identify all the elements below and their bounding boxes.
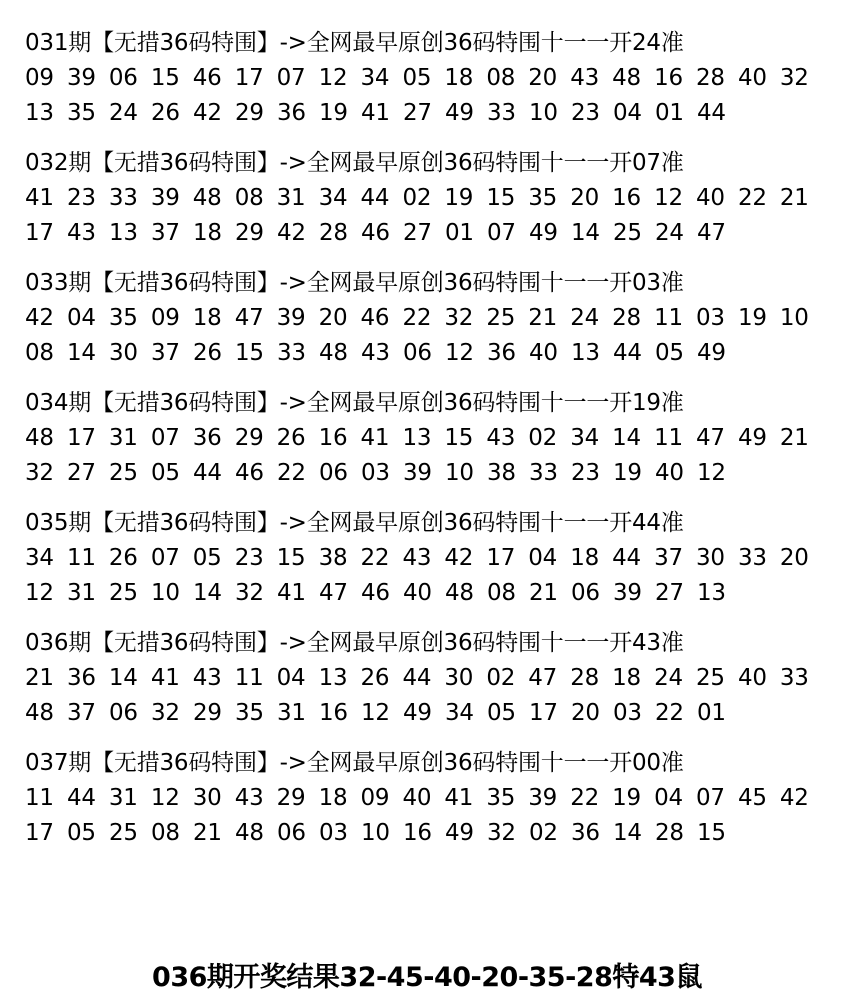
number-cell: 08 [151, 820, 180, 846]
number-row [25, 576, 809, 611]
number-cell: 02 [402, 185, 432, 211]
number-cell: 35 [235, 700, 264, 726]
number-cell: 44 [612, 545, 641, 571]
number-cell: 15 [235, 340, 264, 366]
number-cell: 41 [150, 665, 180, 691]
number-cell: 20 [779, 545, 809, 571]
number-cell: 21 [779, 185, 809, 211]
number-cell: 06 [319, 460, 348, 486]
number-cell: 05 [655, 340, 684, 366]
number-cell: 17 [234, 65, 264, 91]
number-cell: 26 [108, 545, 138, 571]
number-cell: 41 [444, 785, 474, 811]
number-cell: 39 [613, 580, 642, 606]
number-cell: 31 [108, 425, 138, 451]
number-cell: 43 [402, 545, 432, 571]
number-cell: 43 [192, 665, 222, 691]
number-cell: 31 [276, 185, 306, 211]
number-cell: 27 [403, 220, 432, 246]
number-cell: 17 [529, 700, 558, 726]
number-cell: 48 [612, 65, 641, 91]
number-cell: 48 [192, 185, 222, 211]
number-cell: 48 [319, 340, 348, 366]
number-cell: 12 [654, 185, 683, 211]
number-cell: 34 [570, 425, 600, 451]
number-cell: 44 [66, 785, 96, 811]
number-cell: 06 [109, 700, 138, 726]
number-cell: 41 [25, 185, 54, 211]
number-cell: 39 [403, 460, 432, 486]
number-cell: 16 [319, 700, 348, 726]
number-cell: 36 [277, 100, 306, 126]
number-cell: 01 [445, 220, 474, 246]
period-block [25, 746, 835, 851]
number-cell: 04 [276, 665, 306, 691]
period-title: 032期【无措36码特围】->全网最早原创36码特围十一一开07准 [25, 150, 684, 176]
number-cell: 46 [361, 580, 390, 606]
number-cell: 14 [613, 820, 642, 846]
number-cell: 17 [66, 425, 96, 451]
number-cell: 30 [696, 545, 725, 571]
number-cell: 47 [319, 580, 348, 606]
number-cell: 28 [319, 220, 348, 246]
number-cell: 25 [486, 305, 516, 331]
number-cell: 25 [109, 460, 138, 486]
number-cell: 04 [613, 100, 642, 126]
number-cell: 48 [25, 425, 54, 451]
number-cell: 23 [234, 545, 264, 571]
number-row [25, 216, 809, 251]
number-cell: 07 [276, 65, 306, 91]
number-cell: 22 [655, 700, 684, 726]
number-cell: 14 [612, 425, 641, 451]
number-cell: 07 [150, 425, 180, 451]
number-cell: 33 [529, 460, 558, 486]
number-row [25, 816, 809, 851]
number-cell: 30 [444, 665, 474, 691]
number-cell: 15 [697, 820, 726, 846]
number-cell: 15 [150, 65, 180, 91]
number-cell: 20 [528, 65, 558, 91]
number-cell: 13 [402, 425, 432, 451]
number-cell: 01 [697, 700, 726, 726]
number-cell: 05 [151, 460, 180, 486]
number-row [25, 181, 809, 216]
number-cell: 09 [25, 65, 54, 91]
number-cell: 39 [276, 305, 306, 331]
number-cell: 40 [529, 340, 558, 366]
number-cell: 39 [150, 185, 180, 211]
number-cell: 21 [529, 580, 558, 606]
number-cell: 10 [779, 305, 809, 331]
period-title: 033期【无措36码特围】->全网最早原创36码特围十一一开03准 [25, 270, 684, 296]
number-cell: 20 [571, 700, 600, 726]
number-cell: 43 [234, 785, 264, 811]
number-cell: 33 [487, 100, 516, 126]
number-cell: 06 [277, 820, 306, 846]
number-row [25, 421, 809, 456]
period-block [25, 626, 835, 731]
number-cell: 12 [697, 460, 726, 486]
number-cell: 40 [737, 665, 767, 691]
number-cell: 32 [444, 305, 474, 331]
number-cell: 29 [234, 425, 264, 451]
number-cell: 49 [445, 100, 474, 126]
number-cell: 29 [235, 100, 264, 126]
number-cell: 49 [445, 820, 474, 846]
number-cell: 14 [108, 665, 138, 691]
number-cell: 37 [67, 700, 96, 726]
number-cell: 02 [486, 665, 516, 691]
number-cell: 34 [445, 700, 474, 726]
number-cell: 05 [402, 65, 432, 91]
number-cell: 32 [487, 820, 516, 846]
period-title: 034期【无措36码特围】->全网最早原创36码特围十一一开19准 [25, 390, 684, 416]
number-cell: 15 [276, 545, 306, 571]
number-cell: 08 [486, 65, 516, 91]
number-cell: 21 [25, 665, 54, 691]
number-cell: 48 [235, 820, 264, 846]
number-row [25, 96, 809, 131]
number-cell: 17 [25, 820, 54, 846]
number-cell: 21 [193, 820, 222, 846]
number-cell: 40 [655, 460, 684, 486]
number-cell: 49 [403, 700, 432, 726]
number-cell: 22 [277, 460, 306, 486]
number-cell: 47 [528, 665, 558, 691]
draw-result: 036期开奖结果32-45-40-20-35-28特43鼠 [152, 962, 702, 993]
number-cell: 49 [697, 340, 726, 366]
number-cell: 41 [277, 580, 306, 606]
number-cell: 35 [528, 185, 558, 211]
number-cell: 38 [487, 460, 516, 486]
number-cell: 16 [403, 820, 432, 846]
number-cell: 36 [192, 425, 222, 451]
number-cell: 04 [528, 545, 558, 571]
number-cell: 24 [570, 305, 600, 331]
number-cell: 32 [235, 580, 264, 606]
number-cell: 10 [361, 820, 390, 846]
number-cell: 27 [67, 460, 96, 486]
number-cell: 33 [108, 185, 138, 211]
number-cell: 49 [529, 220, 558, 246]
number-cell: 28 [570, 665, 600, 691]
number-cell: 05 [487, 700, 516, 726]
number-row [25, 301, 809, 336]
number-cell: 25 [109, 820, 138, 846]
number-cell: 23 [571, 100, 600, 126]
number-cell: 25 [696, 665, 725, 691]
period-title: 037期【无措36码特围】->全网最早原创36码特围十一一开00准 [25, 750, 684, 776]
number-cell: 10 [151, 580, 180, 606]
number-cell: 12 [318, 65, 348, 91]
number-cell: 42 [25, 305, 54, 331]
number-row [25, 696, 809, 731]
number-cell: 07 [150, 545, 180, 571]
number-cell: 18 [318, 785, 348, 811]
number-cell: 26 [360, 665, 390, 691]
number-cell: 03 [319, 820, 348, 846]
number-cell: 32 [25, 460, 54, 486]
number-cell: 36 [487, 340, 516, 366]
period-block [25, 506, 835, 611]
number-cell: 08 [25, 340, 54, 366]
number-cell: 44 [360, 185, 390, 211]
number-cell: 46 [192, 65, 222, 91]
number-cell: 33 [737, 545, 767, 571]
number-cell: 19 [444, 185, 474, 211]
number-cell: 41 [361, 100, 390, 126]
number-cell: 03 [613, 700, 642, 726]
number-cell: 48 [445, 580, 474, 606]
number-row [25, 541, 809, 576]
number-cell: 33 [779, 665, 809, 691]
number-cell: 26 [193, 340, 222, 366]
number-cell: 10 [445, 460, 474, 486]
number-cell: 11 [654, 305, 683, 331]
number-cell: 19 [319, 100, 348, 126]
number-cell: 49 [737, 425, 767, 451]
number-cell: 27 [655, 580, 684, 606]
number-cell: 13 [25, 100, 54, 126]
number-cell: 48 [25, 700, 54, 726]
number-cell: 22 [402, 305, 432, 331]
number-cell: 30 [109, 340, 138, 366]
period-title: 036期【无措36码特围】->全网最早原创36码特围十一一开43准 [25, 630, 684, 656]
number-cell: 20 [570, 185, 600, 211]
number-cell: 03 [361, 460, 390, 486]
number-cell: 16 [654, 65, 683, 91]
number-cell: 12 [445, 340, 474, 366]
number-cell: 43 [67, 220, 96, 246]
number-cell: 28 [612, 305, 641, 331]
number-cell: 05 [67, 820, 96, 846]
number-cell: 14 [571, 220, 600, 246]
number-row [25, 61, 809, 96]
number-cell: 28 [696, 65, 725, 91]
number-cell: 09 [360, 785, 390, 811]
number-cell: 02 [528, 425, 558, 451]
number-cell: 04 [654, 785, 683, 811]
number-cell: 11 [25, 785, 54, 811]
number-cell: 43 [570, 65, 600, 91]
number-cell: 31 [277, 700, 306, 726]
number-cell: 15 [486, 185, 516, 211]
number-cell: 35 [486, 785, 516, 811]
period-title: 031期【无措36码特围】->全网最早原创36码特围十一一开24准 [25, 30, 684, 56]
number-cell: 24 [655, 220, 684, 246]
number-cell: 37 [151, 340, 180, 366]
number-cell: 42 [193, 100, 222, 126]
number-cell: 13 [697, 580, 726, 606]
number-cell: 25 [109, 580, 138, 606]
number-cell: 06 [403, 340, 432, 366]
number-cell: 19 [737, 305, 767, 331]
number-cell: 13 [318, 665, 348, 691]
number-cell: 29 [276, 785, 306, 811]
number-cell: 08 [234, 185, 264, 211]
number-cell: 31 [67, 580, 96, 606]
number-cell: 36 [66, 665, 96, 691]
number-cell: 44 [697, 100, 726, 126]
number-cell: 05 [192, 545, 222, 571]
number-cell: 36 [571, 820, 600, 846]
number-cell: 33 [277, 340, 306, 366]
number-cell: 32 [779, 65, 809, 91]
number-cell: 03 [696, 305, 725, 331]
period-block [25, 146, 835, 251]
number-cell: 30 [192, 785, 222, 811]
number-cell: 46 [360, 305, 390, 331]
number-cell: 17 [25, 220, 54, 246]
number-cell: 06 [571, 580, 600, 606]
number-cell: 11 [66, 545, 96, 571]
number-cell: 44 [193, 460, 222, 486]
number-cell: 25 [613, 220, 642, 246]
number-cell: 06 [108, 65, 138, 91]
number-cell: 41 [360, 425, 390, 451]
number-cell: 32 [151, 700, 180, 726]
number-cell: 04 [66, 305, 96, 331]
number-cell: 24 [109, 100, 138, 126]
number-cell: 26 [276, 425, 306, 451]
number-cell: 11 [654, 425, 683, 451]
number-cell: 12 [25, 580, 54, 606]
number-cell: 35 [67, 100, 96, 126]
number-cell: 42 [779, 785, 809, 811]
number-cell: 21 [779, 425, 809, 451]
number-cell: 42 [277, 220, 306, 246]
number-cell: 15 [444, 425, 474, 451]
number-cell: 10 [529, 100, 558, 126]
number-cell: 09 [150, 305, 180, 331]
number-cell: 39 [66, 65, 96, 91]
number-cell: 02 [529, 820, 558, 846]
number-cell: 19 [613, 460, 642, 486]
number-cell: 20 [318, 305, 348, 331]
number-cell: 18 [570, 545, 600, 571]
number-cell: 40 [737, 65, 767, 91]
number-cell: 12 [150, 785, 180, 811]
prediction-list [25, 26, 835, 866]
number-cell: 24 [654, 665, 683, 691]
number-cell: 34 [360, 65, 390, 91]
number-cell: 26 [151, 100, 180, 126]
number-cell: 35 [108, 305, 138, 331]
number-cell: 13 [109, 220, 138, 246]
number-cell: 14 [193, 580, 222, 606]
number-cell: 11 [234, 665, 264, 691]
number-row [25, 336, 809, 371]
number-row [25, 781, 809, 816]
number-cell: 34 [25, 545, 54, 571]
number-cell: 22 [360, 545, 390, 571]
number-row [25, 661, 809, 696]
number-cell: 16 [318, 425, 348, 451]
number-cell: 37 [151, 220, 180, 246]
number-cell: 14 [67, 340, 96, 366]
number-cell: 23 [66, 185, 96, 211]
number-cell: 08 [487, 580, 516, 606]
number-cell: 47 [696, 425, 725, 451]
number-cell: 46 [235, 460, 264, 486]
number-cell: 23 [571, 460, 600, 486]
number-cell: 18 [192, 305, 222, 331]
number-cell: 38 [318, 545, 348, 571]
number-row [25, 456, 809, 491]
period-block [25, 266, 835, 371]
number-cell: 39 [528, 785, 558, 811]
number-cell: 37 [654, 545, 683, 571]
number-cell: 16 [612, 185, 641, 211]
number-cell: 13 [571, 340, 600, 366]
number-cell: 19 [612, 785, 641, 811]
number-cell: 29 [235, 220, 264, 246]
number-cell: 21 [528, 305, 558, 331]
number-cell: 29 [193, 700, 222, 726]
number-cell: 42 [444, 545, 474, 571]
period-title: 035期【无措36码特围】->全网最早原创36码特围十一一开44准 [25, 510, 684, 536]
number-cell: 12 [361, 700, 390, 726]
number-cell: 40 [403, 580, 432, 606]
number-cell: 18 [193, 220, 222, 246]
period-block [25, 26, 835, 131]
number-cell: 07 [487, 220, 516, 246]
number-cell: 27 [403, 100, 432, 126]
number-cell: 43 [486, 425, 516, 451]
number-cell: 44 [402, 665, 432, 691]
period-block [25, 386, 835, 491]
number-cell: 34 [318, 185, 348, 211]
number-cell: 40 [402, 785, 432, 811]
number-cell: 47 [234, 305, 264, 331]
number-cell: 07 [696, 785, 725, 811]
number-cell: 45 [737, 785, 767, 811]
number-cell: 40 [696, 185, 725, 211]
number-cell: 01 [655, 100, 684, 126]
number-cell: 43 [361, 340, 390, 366]
number-cell: 46 [361, 220, 390, 246]
number-cell: 17 [486, 545, 516, 571]
number-cell: 22 [737, 185, 767, 211]
number-cell: 18 [612, 665, 641, 691]
number-cell: 44 [613, 340, 642, 366]
number-cell: 18 [444, 65, 474, 91]
number-cell: 47 [697, 220, 726, 246]
number-cell: 28 [655, 820, 684, 846]
number-cell: 31 [108, 785, 138, 811]
number-cell: 22 [570, 785, 600, 811]
